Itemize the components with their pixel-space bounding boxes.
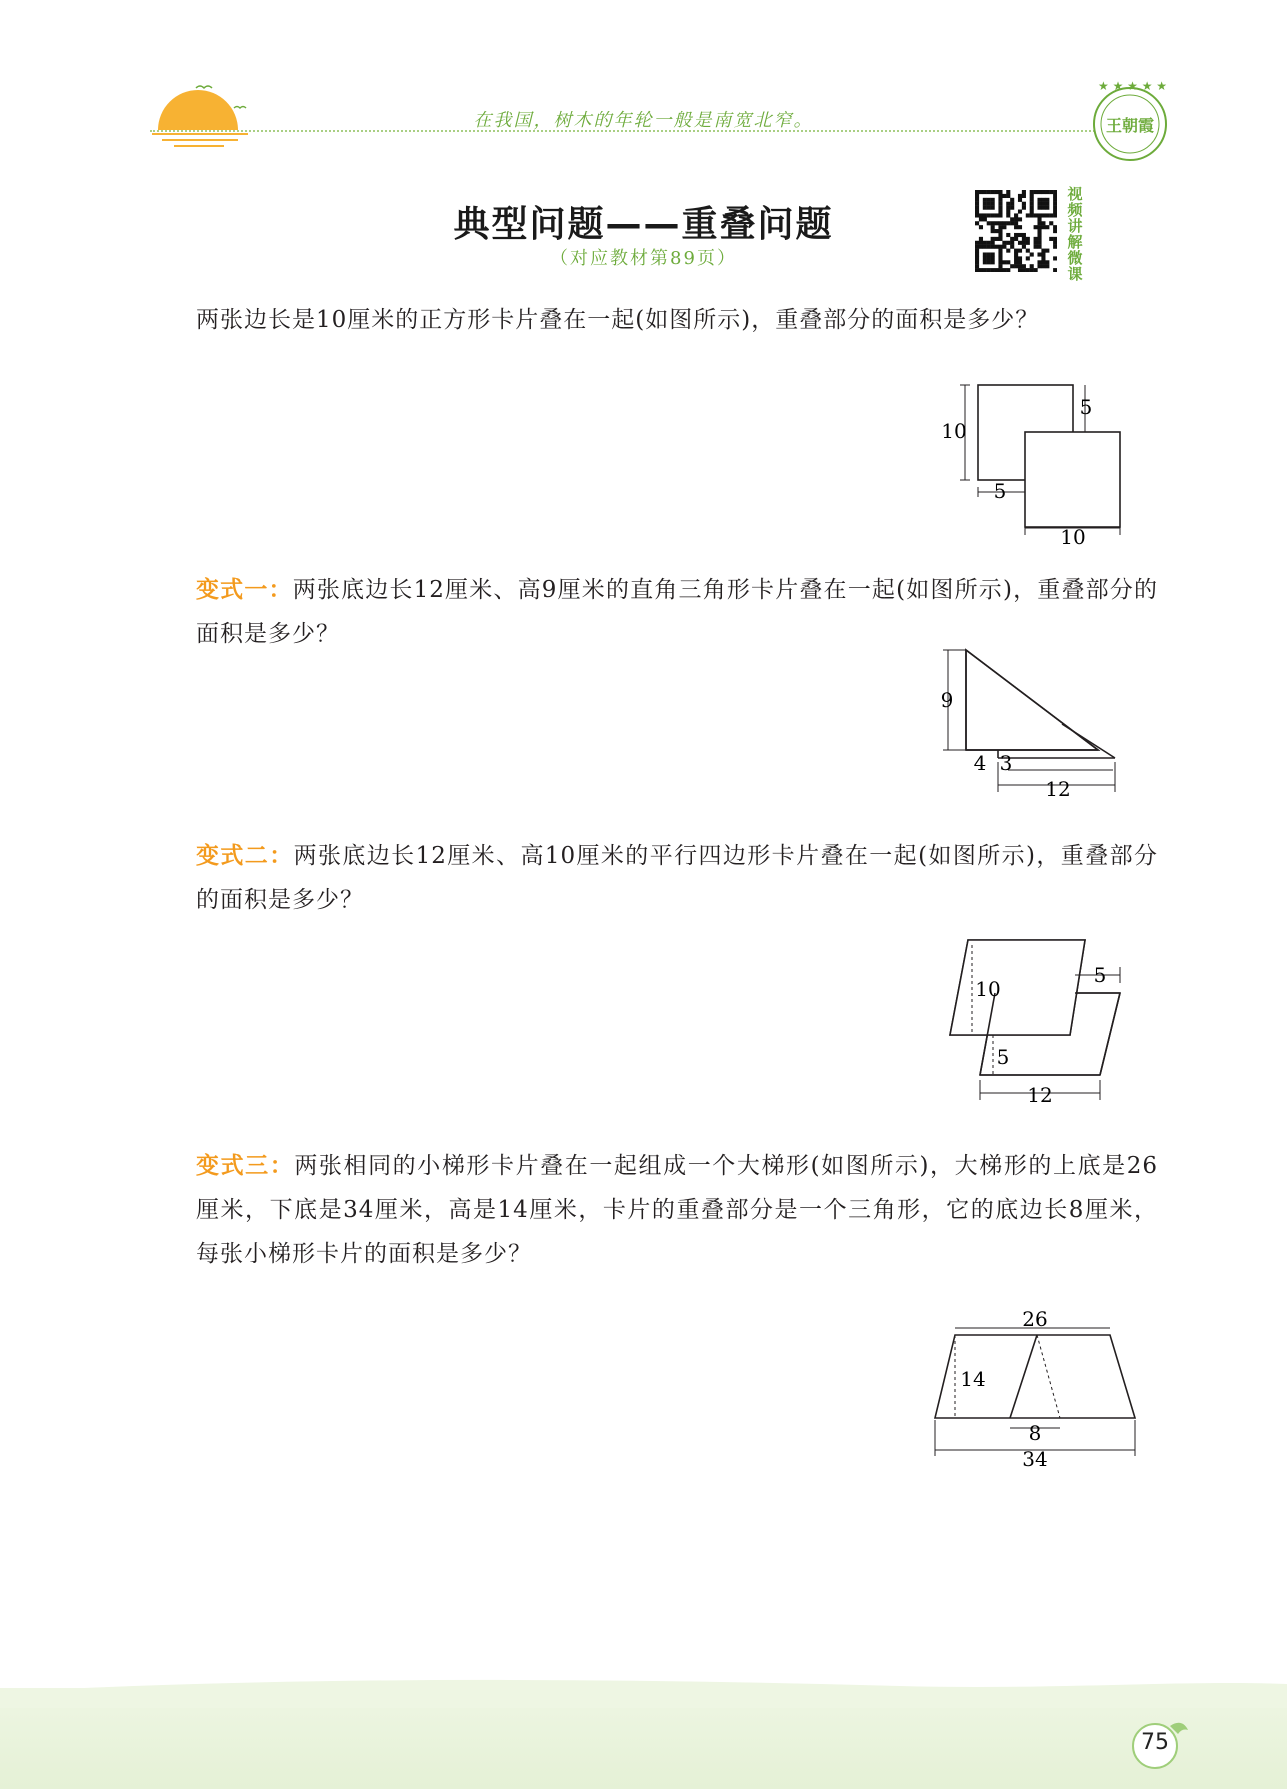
- variant3-label: 变式三：: [196, 1153, 295, 1179]
- svg-text:8: 8: [1028, 1421, 1042, 1445]
- svg-text:34: 34: [1022, 1447, 1048, 1470]
- squares-diagram: [940, 370, 1140, 555]
- svg-text:12: 12: [1045, 777, 1071, 800]
- svg-text:王朝霞: 王朝霞: [1105, 116, 1155, 135]
- svg-text:9: 9: [940, 688, 954, 712]
- page-subtitle: （对应教材第89页）: [550, 248, 737, 269]
- variant1-label: 变式一：: [196, 577, 293, 603]
- variant2-text: 变式二：两张底边长12厘米、高10厘米的平行四边形卡片叠在一起(如图所示)，重叠部分的面积是多少？: [196, 843, 1158, 913]
- header-tip: 在我国，树木的年轮一般是南宽北窄。: [473, 110, 814, 131]
- svg-text:4: 4: [973, 751, 987, 775]
- brand-logo: [1090, 76, 1170, 166]
- page-title: 典型问题——重叠问题: [453, 204, 834, 245]
- trapezoids-diagram: [925, 1310, 1145, 1470]
- variant3-text: 变式三：两张相同的小梯形卡片叠在一起组成一个大梯形(如图所示)，大梯形的上底是26厘米，下底是34厘米，高是14厘米，卡片的重叠部分是一个三角形，它的底边长8厘米，每张小梯形卡片的面积是多少？: [196, 1153, 1159, 1267]
- parallelograms-diagram: [940, 935, 1140, 1105]
- svg-text:5: 5: [993, 479, 1007, 503]
- qr-code[interactable]: [975, 190, 1057, 272]
- variant2-label: 变式二：: [196, 843, 294, 869]
- svg-text:10: 10: [1060, 525, 1086, 549]
- svg-text:5: 5: [1079, 395, 1093, 419]
- problem-main-text: 两张边长是10厘米的正方形卡片叠在一起(如图所示)，重叠部分的面积是多少？: [196, 307, 1040, 333]
- svg-text:10: 10: [941, 419, 967, 443]
- svg-text:★ ★ ★ ★ ★: ★ ★ ★ ★ ★: [1098, 79, 1168, 93]
- footer-wave: [0, 1668, 1287, 1708]
- svg-text:12: 12: [1027, 1083, 1053, 1105]
- qr-label: 视频讲解微课: [1067, 185, 1083, 283]
- triangles-diagram: [928, 640, 1138, 800]
- svg-text:26: 26: [1022, 1310, 1048, 1331]
- svg-text:10: 10: [975, 977, 1001, 1001]
- svg-text:14: 14: [960, 1367, 986, 1391]
- svg-text:5: 5: [996, 1045, 1010, 1069]
- svg-text:5: 5: [1093, 963, 1107, 987]
- svg-text:3: 3: [999, 751, 1013, 775]
- variant1-text: 变式一：两张底边长12厘米、高9厘米的直角三角形卡片叠在一起(如图所示)，重叠部分的面积是多少？: [196, 577, 1158, 647]
- page-number: 75: [1141, 1730, 1169, 1755]
